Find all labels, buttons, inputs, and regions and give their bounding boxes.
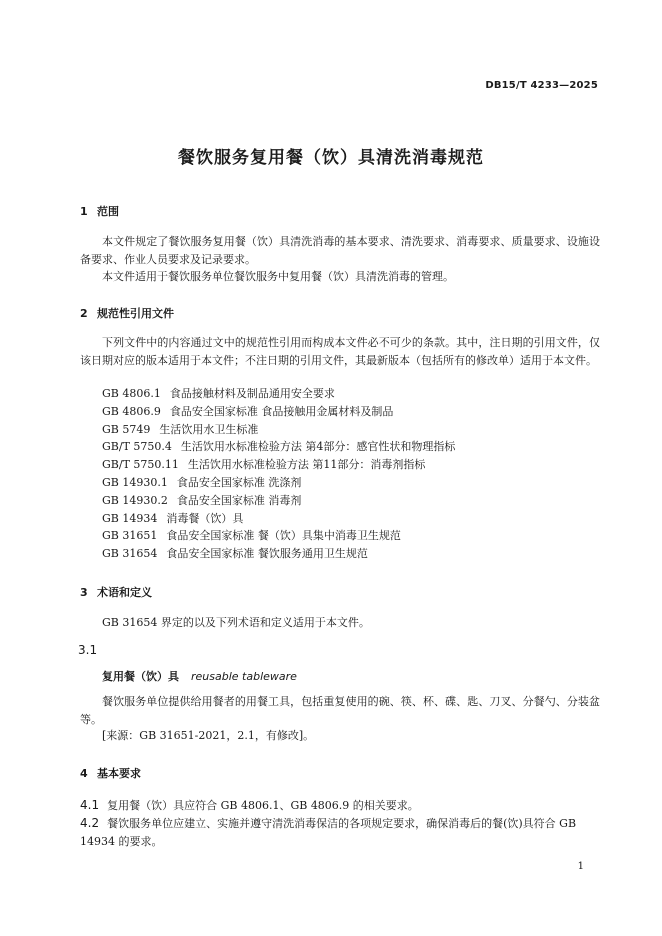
section-title: 术语和定义 <box>97 586 152 599</box>
clause-text: 餐饮服务单位应建立、实施并遵守清洗消毒保洁的各项规定要求，确保消毒后的餐(饮)具符合 GB 14934 的要求。 <box>80 817 577 848</box>
reference-code: GB 31654 <box>102 547 158 561</box>
section-heading-terms <box>80 584 152 600</box>
page-number: 1 <box>577 861 584 872</box>
document-title: 餐饮服务复用餐（饮）具清洗消毒规范 <box>178 148 484 168</box>
section-number: 4 <box>80 767 88 780</box>
clause-number: 4.1 <box>80 798 100 812</box>
reference-title: 生活饮用水标准检验方法 第11部分：消毒剂指标 <box>187 458 426 472</box>
section-number: 1 <box>80 205 88 218</box>
reference-code: GB 31651 <box>102 529 158 543</box>
reference-item <box>102 385 455 403</box>
reference-code: GB 14934 <box>102 511 158 525</box>
section-title: 规范性引用文件 <box>97 307 174 320</box>
reference-item <box>102 403 455 421</box>
reference-list <box>102 385 455 563</box>
term-chinese: 复用餐（饮）具 <box>102 670 179 683</box>
reference-item <box>102 492 455 510</box>
reference-code: GB/T 5750.11 <box>102 458 179 472</box>
reference-title: 食品安全国家标准 餐（饮）具集中消毒卫生规范 <box>166 529 401 543</box>
clause-text: 复用餐（饮）具应符合 GB 4806.1、GB 4806.9 的相关要求。 <box>107 799 419 812</box>
terms-intro: GB 31654 界定的以及下列术语和定义适用于本文件。 <box>102 616 370 629</box>
reference-title: 食品安全国家标准 餐饮服务通用卫生规范 <box>166 547 368 561</box>
reference-code: GB 14930.2 <box>102 493 168 507</box>
scope-paragraph-1: 本文件规定了餐饮服务复用餐（饮）具清洗消毒的基本要求、清洗要求、消毒要求、质量要求、设施设备要求、作业人员要求及记录要求。 <box>80 235 600 266</box>
reference-title: 食品接触材料及制品通用安全要求 <box>169 387 335 400</box>
clause-4-1 <box>80 796 602 815</box>
reference-item <box>102 474 455 492</box>
term-source: [来源：GB 31651-2021，2.1，有修改]。 <box>102 729 315 742</box>
section-heading-scope <box>80 203 119 219</box>
section-title: 范围 <box>97 205 119 218</box>
clause-4-2 <box>80 814 602 851</box>
term-english: reusable tableware <box>191 670 297 683</box>
section-heading-normative <box>80 305 174 321</box>
reference-code: GB 14930.1 <box>102 475 168 489</box>
reference-title: 生活饮用水卫生标准 <box>159 422 259 436</box>
reference-code: GB 4806.9 <box>102 404 161 418</box>
reference-title: 食品安全国家标准 消毒剂 <box>176 493 302 507</box>
reference-item <box>102 421 455 439</box>
reference-item <box>102 438 455 456</box>
term-number: 3.1 <box>78 643 98 657</box>
section-heading-basic <box>80 765 141 781</box>
clause-number: 4.2 <box>80 816 100 830</box>
standard-number: DB15/T 4233—2025 <box>485 80 598 91</box>
term-entry <box>102 668 297 684</box>
reference-code: GB 5749 <box>102 422 151 436</box>
reference-code: GB 4806.1 <box>102 387 161 400</box>
scope-paragraph-2: 本文件适用于餐饮服务单位餐饮服务中复用餐（饮）具清洗消毒的管理。 <box>102 270 454 283</box>
section-title: 基本要求 <box>97 767 141 780</box>
reference-title: 消毒餐（饮）具 <box>166 511 244 525</box>
reference-code: GB/T 5750.4 <box>102 440 172 454</box>
reference-title: 食品安全国家标准 洗涤剂 <box>176 475 302 489</box>
reference-item <box>102 527 455 545</box>
section-number: 3 <box>80 586 88 599</box>
reference-item <box>102 456 455 474</box>
normative-intro: 下列文件中的内容通过文中的规范性引用而构成本文件必不可少的条款。其中，注日期的引用文件，仅该日期对应的版本适用于本文件；不注日期的引用文件，其最新版本（包括所有的修改单）适用于本文件。 <box>80 336 600 367</box>
reference-item <box>102 510 455 528</box>
term-definition: 餐饮服务单位提供给用餐者的用餐工具，包括重复使用的碗、筷、杯、碟、匙、刀叉、分餐勺、分装盆等。 <box>80 695 600 726</box>
reference-item <box>102 545 455 563</box>
section-number: 2 <box>80 307 88 320</box>
reference-title: 食品安全国家标准 食品接触用金属材料及制品 <box>169 404 394 418</box>
reference-title: 生活饮用水标准检验方法 第4部分：感官性状和物理指标 <box>180 440 456 454</box>
